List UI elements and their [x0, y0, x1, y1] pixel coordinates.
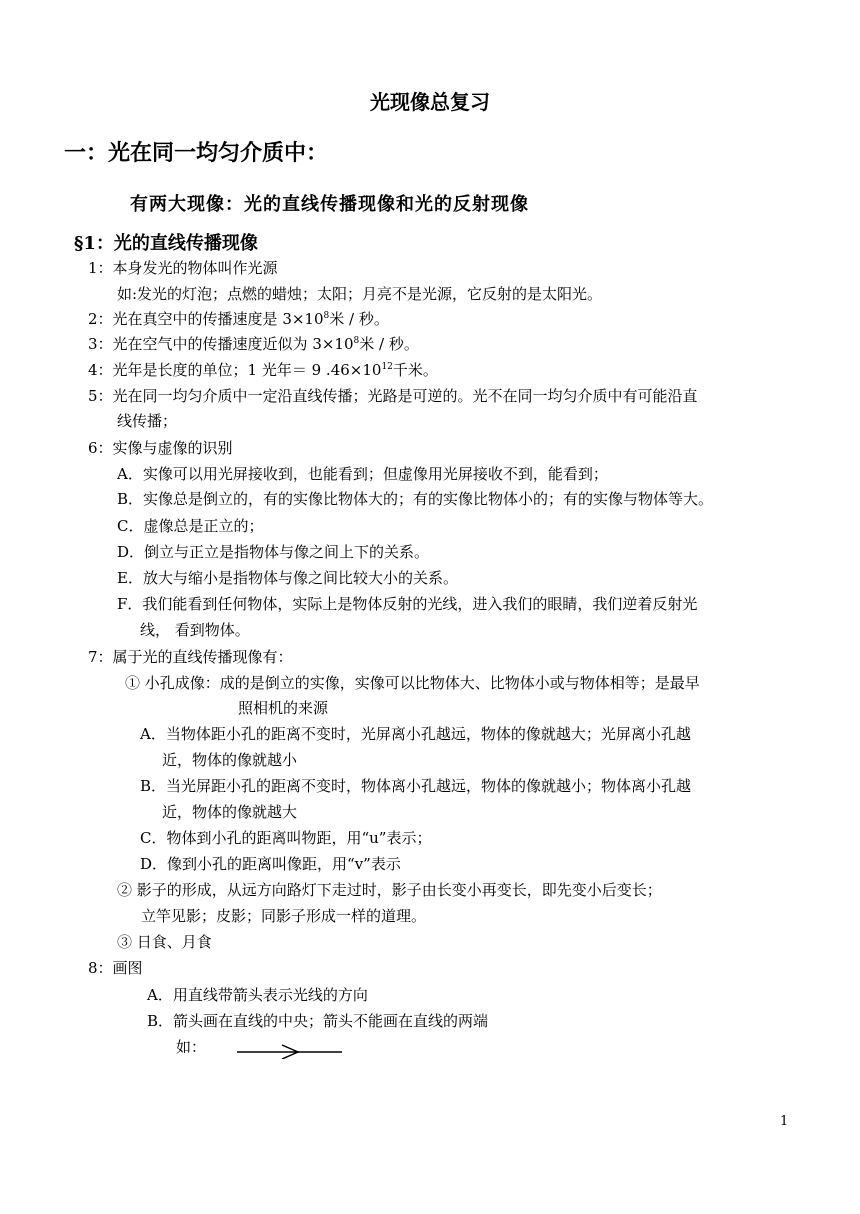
item-3-exponent: 8 — [353, 336, 360, 346]
item-7-2-line-1: ② 影子的形成，从远方向路灯下走过时，影子由长变小再变长，即先变小后变长； — [117, 881, 662, 899]
item-2-text: 2：光在真空中的传播速度是 3×10 — [88, 310, 324, 328]
item-8: 8：画图 — [88, 959, 143, 977]
section-heading: 一：光在同一均匀介质中： — [64, 140, 329, 166]
item-4-text: 4：光年是长度的单位；1 光年＝ 9 .46×10 — [88, 361, 382, 379]
item-1: 1：本身发光的物体叫作光源 — [88, 259, 278, 277]
item-7-1-line-1: ① 小孔成像：成的是倒立的实像，实像可以比物体大、比物体小或与物体相等；是最早 — [125, 674, 700, 692]
item-6-e: E．放大与缩小是指物体与像之间比较大小的关系。 — [117, 569, 458, 587]
item-2-exponent: 8 — [323, 311, 330, 321]
item-6-b: B．实像总是倒立的，有的实像比物体大的；有的实像比物体小的；有的实像与物体等大。 — [117, 490, 714, 508]
item-7-b-line-2: 近，物体的像就越大 — [162, 803, 298, 821]
item-7-2-line-2: 立竿见影；皮影；同影子形成一样的道理。 — [141, 907, 427, 925]
item-8-example-label: 如： — [176, 1038, 207, 1056]
item-7-a-line-1: A．当物体距小孔的距离不变时，光屏离小孔越远，物体的像就越大；光屏离小孔越 — [140, 725, 691, 743]
item-7-1-line-2: 照相机的来源 — [238, 699, 329, 717]
item-6-a: A．实像可以用光屏接收到，也能看到；但虚像用光屏接收不到，能看到； — [117, 465, 608, 483]
item-7-a-line-2: 近，物体的像就越小 — [162, 751, 298, 769]
item-7: 7：属于光的直线传播现像有： — [88, 648, 293, 666]
item-3-unit: 米 / 秒。 — [359, 335, 419, 353]
item-4 — [88, 360, 438, 380]
item-4-exponent: 12 — [381, 362, 393, 372]
item-7-3: ③ 日食、月食 — [117, 933, 212, 951]
item-2 — [88, 309, 389, 329]
item-4-unit: 千米。 — [392, 361, 438, 379]
item-6-d: D．倒立与正立是指物体与像之间上下的关系。 — [117, 543, 430, 561]
page-number: 1 — [780, 1114, 789, 1129]
part-heading: §1：光的直线传播现像 — [74, 233, 258, 254]
page-title: 光现像总复习 — [370, 90, 490, 114]
item-7-b-line-1: B．当光屏距小孔的距离不变时，物体离小孔越远，物体的像就越小；物体离小孔越 — [140, 777, 692, 795]
item-6-f-line-2: 线， 看到物体。 — [140, 621, 250, 639]
item-3 — [88, 334, 419, 354]
item-8-b: B．箭头画在直线的中央；箭头不能画在直线的两端 — [147, 1012, 489, 1030]
item-3-text: 3：光在空气中的传播速度近似为 3×10 — [88, 335, 354, 353]
item-6-f-line-1: F．我们能看到任何物体，实际上是物体反射的光线，进入我们的眼睛，我们逆着反射光 — [117, 595, 698, 613]
item-5-line-1: 5：光在同一均匀介质中一定沿直线传播；光路是可逆的。光不在同一均匀介质中有可能沿直 — [88, 387, 698, 405]
item-1-example: 如:发光的灯泡；点燃的蜡烛；太阳；月亮不是光源，它反射的是太阳光。 — [117, 285, 603, 303]
item-7-c: C．物体到小孔的距离叫物距，用“u”表示； — [140, 829, 432, 847]
item-5-line-2: 线传播； — [117, 412, 178, 430]
item-2-unit: 米 / 秒。 — [329, 310, 389, 328]
item-6-c: C．虚像总是正立的； — [117, 517, 264, 535]
item-6: 6：实像与虚像的识别 — [88, 439, 233, 457]
subheading: 有两大现像：光的直线传播现像和光的反射现像 — [130, 194, 529, 215]
arrow-diagram-icon — [236, 1043, 346, 1059]
item-7-d: D．像到小孔的距离叫像距，用“v”表示 — [140, 855, 401, 873]
item-8-a: A．用直线带箭头表示光线的方向 — [147, 986, 368, 1004]
